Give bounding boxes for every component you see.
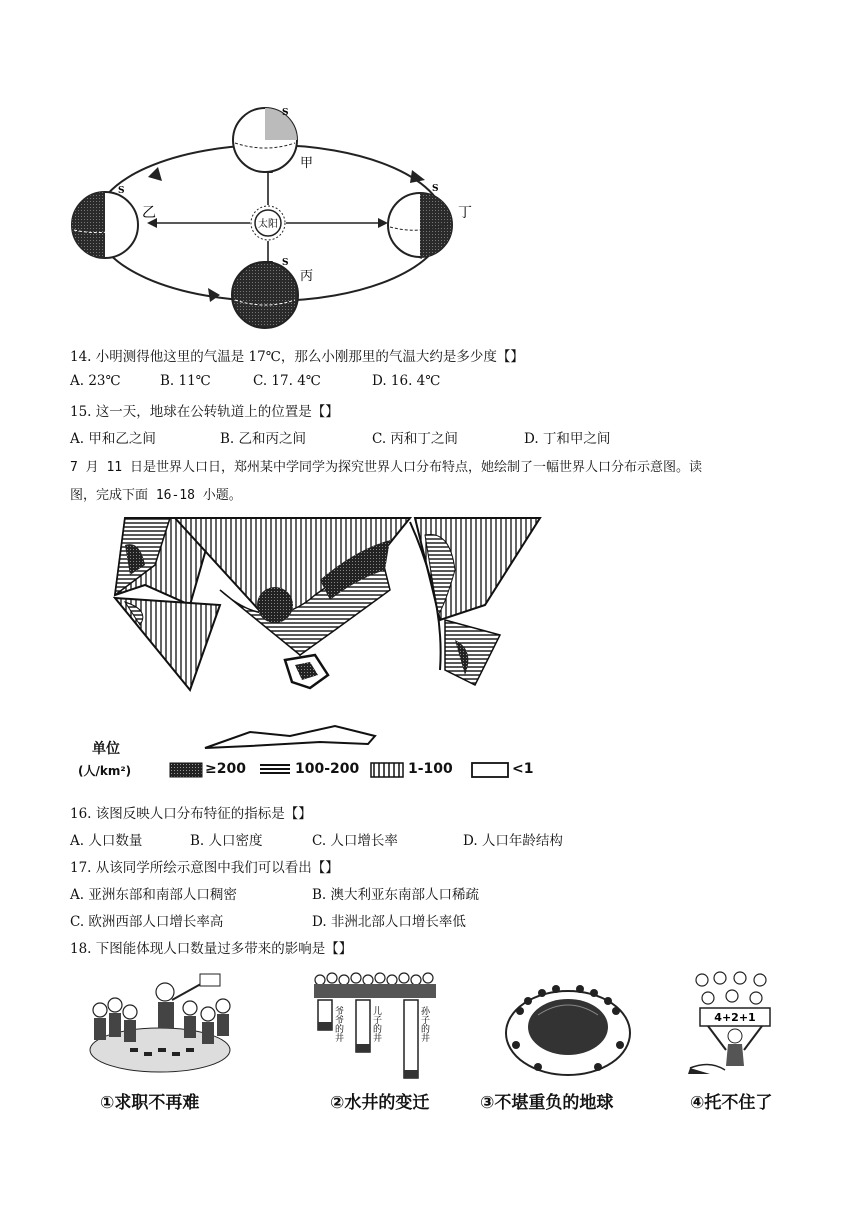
- q14-option-c[interactable]: C. 17. 4℃: [253, 373, 321, 389]
- question-16-stem: 16. 该图反映人口分布特征的指标是【】: [70, 806, 312, 822]
- earth-jia: [233, 108, 313, 172]
- question-17-stem: 17. 从该同学所绘示意图中我们可以看出【】: [70, 860, 339, 876]
- question-14-stem: 14. 小明测得他这里的气温是 17℃，那么小刚那里的气温大约是多少度【】: [70, 349, 524, 365]
- q16-option-d[interactable]: D. 人口年龄结构: [463, 833, 563, 849]
- q16-option-a[interactable]: A. 人口数量: [70, 833, 143, 849]
- sun-label: 太阳: [258, 219, 278, 230]
- position-yi: 乙: [142, 205, 156, 221]
- question-16-options: [70, 829, 770, 849]
- orbit-arrow: [410, 170, 425, 183]
- caption-4: ④托不住了: [690, 1093, 773, 1113]
- earth-orbit-diagram: [60, 105, 500, 335]
- q14-option-d[interactable]: D. 16. 4℃: [372, 373, 441, 389]
- cartoon-water-wells: [308, 970, 448, 1082]
- legend-swatch-hstripe: [260, 765, 290, 773]
- legend-swatch-empty: [472, 763, 508, 777]
- question-18-stem: 18. 下图能体现人口数量过多带来的影响是【】: [70, 941, 353, 957]
- svg-text:S: S: [282, 108, 289, 118]
- caption-3: ③不堪重负的地球: [480, 1093, 614, 1113]
- q17-option-c[interactable]: C. 欧洲西部人口增长率高: [70, 914, 224, 930]
- legend-item-3: 1-100: [408, 761, 453, 777]
- legend-swatch-dense: [170, 763, 202, 777]
- orbit-arrow: [148, 167, 162, 181]
- legend-item-1: ≥200: [205, 761, 246, 777]
- legend-swatch-vstripe: [371, 763, 403, 777]
- plate-text: 4+2+1: [714, 1011, 756, 1024]
- earth-bing: [232, 258, 313, 328]
- legend-unit-label: 单位: [92, 741, 120, 757]
- world-population-map: [70, 510, 570, 790]
- svg-text:S: S: [432, 184, 439, 194]
- well-label-son: 儿子的井: [371, 1006, 381, 1042]
- svg-text:S: S: [282, 258, 289, 268]
- legend-unit: (人/km²): [78, 764, 132, 778]
- position-bing: 丙: [300, 269, 314, 284]
- q17-option-d[interactable]: D. 非洲北部人口增长率低: [312, 914, 466, 930]
- q15-option-c[interactable]: C. 丙和丁之间: [372, 431, 458, 447]
- q16-option-b[interactable]: B. 人口密度: [190, 833, 263, 849]
- caption-2: ②水井的变迁: [330, 1093, 430, 1113]
- well-label-grandson: 孙子的井: [419, 1006, 429, 1042]
- cartoon-cant-hold-up: [680, 970, 790, 1082]
- intro-line-2: 图，完成下面 16-18 小题。: [70, 488, 242, 503]
- cartoon-overloaded-earth: [498, 975, 638, 1083]
- q14-option-b[interactable]: B. 11℃: [160, 373, 211, 389]
- q15-option-d[interactable]: D. 丁和甲之间: [524, 431, 611, 447]
- question-15-stem: 15. 这一天，地球在公转轨道上的位置是【】: [70, 404, 339, 420]
- earth-ding: [388, 184, 472, 257]
- sun-icon: [251, 206, 285, 240]
- svg-text:S: S: [118, 186, 125, 196]
- position-jia: 甲: [300, 156, 314, 171]
- q17-option-a[interactable]: A. 亚洲东部和南部人口稠密: [70, 887, 237, 903]
- legend-item-4: <1: [512, 761, 534, 777]
- position-ding: 丁: [458, 205, 472, 221]
- question-15-options: [70, 427, 770, 447]
- q14-option-a[interactable]: A. 23℃: [70, 373, 121, 389]
- q15-option-b[interactable]: B. 乙和丙之间: [220, 431, 307, 447]
- question-14-options: [70, 373, 770, 393]
- question-17-options-row-2: [70, 910, 770, 930]
- intro-line-1: 7 月 11 日是世界人口日，郑州某中学同学为探究世界人口分布特点，她绘制了一幅世界人口分布示意图。读: [70, 460, 702, 475]
- question-17-options-row-1: [70, 883, 770, 903]
- caption-1: ①求职不再难: [100, 1093, 200, 1113]
- q17-option-b[interactable]: B. 澳大利亚东南部人口稀疏: [312, 887, 480, 903]
- well-label-grandpa: 爷爷的井: [333, 1006, 343, 1042]
- q15-option-a[interactable]: A. 甲和乙之间: [70, 431, 156, 447]
- orbit-arrow: [208, 288, 220, 302]
- legend-item-2: 100-200: [295, 761, 360, 777]
- cartoon-job-seeking: [80, 970, 240, 1082]
- q16-option-c[interactable]: C. 人口增长率: [312, 833, 398, 849]
- earth-yi: [72, 186, 156, 258]
